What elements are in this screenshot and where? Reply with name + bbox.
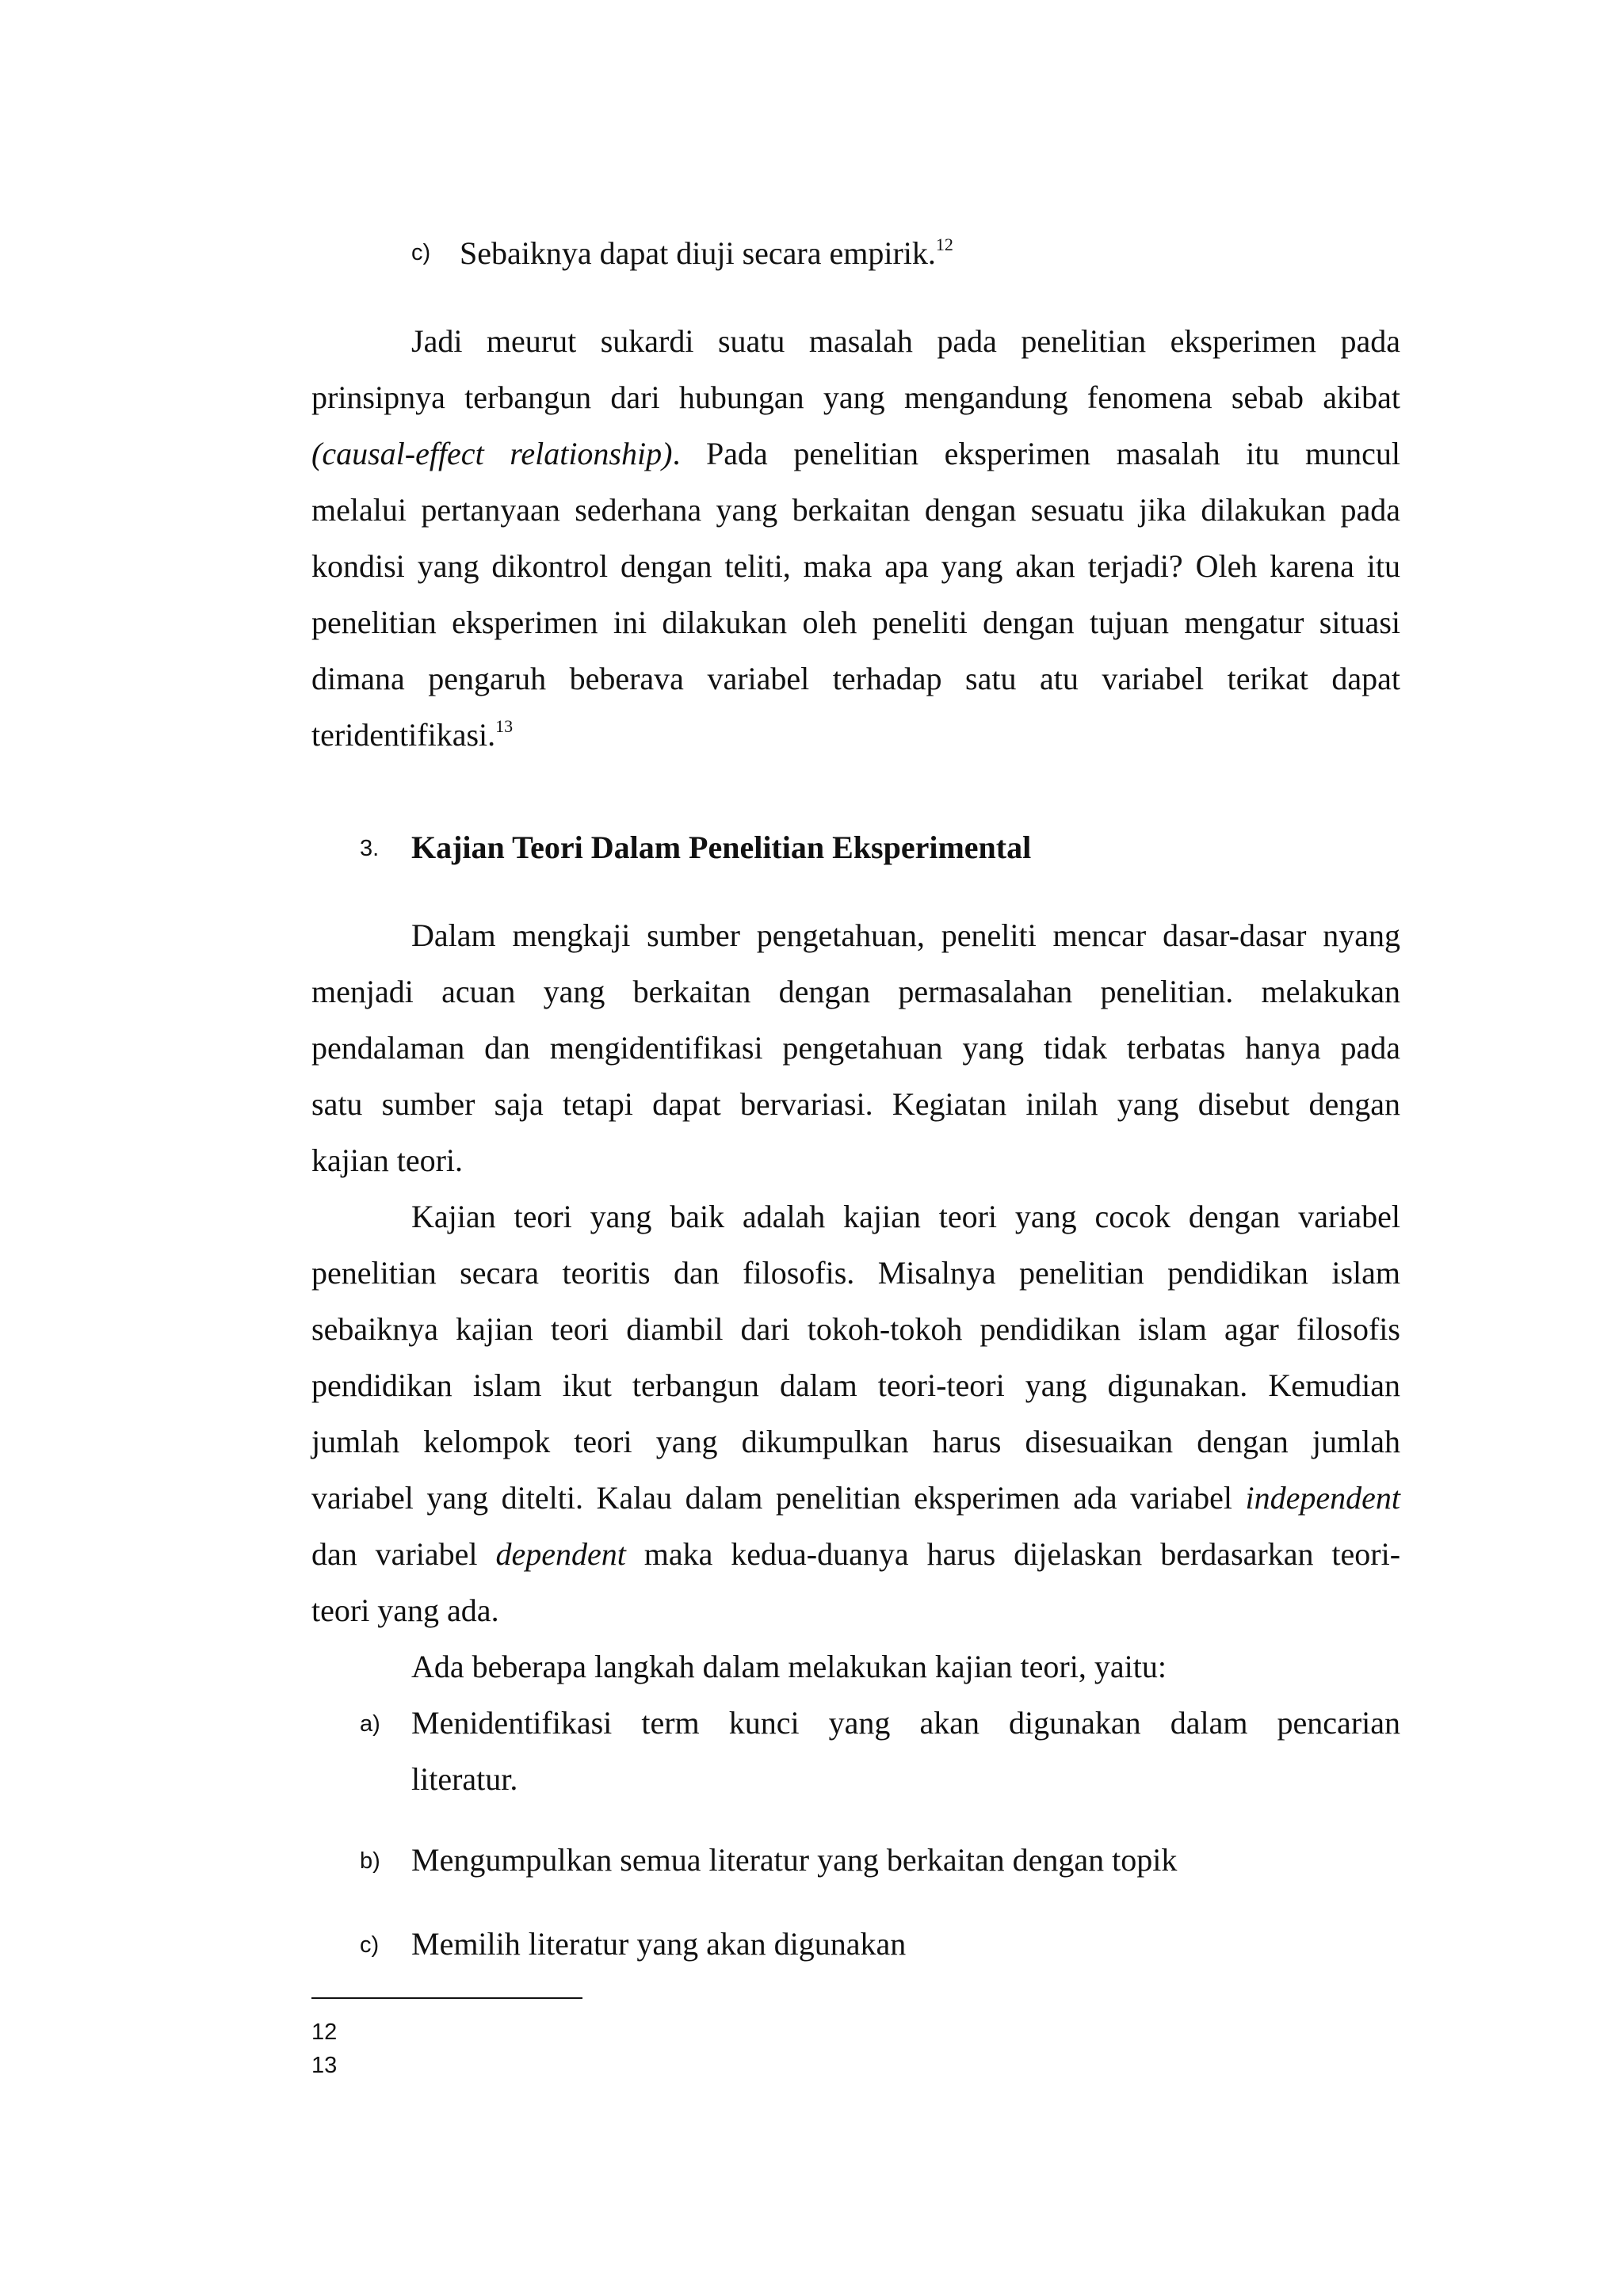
section-number: 3. — [360, 836, 380, 861]
footnote-13: 13 — [311, 2053, 338, 2078]
list-marker-b: b) — [360, 1848, 380, 1874]
paragraph-3-line-6 — [311, 1482, 1400, 1514]
step-a-line-2: literatur. — [411, 1761, 518, 1797]
paragraph-2-line-2: menjadi acuan yang berkaitan dengan permasalahan penelitian. melakukan — [311, 974, 1400, 1009]
list-marker-c: c) — [411, 240, 431, 265]
paragraph-1-line-7: dimana pengaruh beberava variabel terhadap satu atu variabel terikat dapat — [311, 661, 1400, 696]
italic-term-dependent: dependent — [495, 1536, 626, 1572]
list-item-text — [460, 235, 953, 271]
paragraph-4-line-1: Ada beberapa langkah dalam melakukan kajian teori, yaitu: — [411, 1649, 1167, 1684]
paragraph-3-line-5: jumlah kelompok teori yang dikumpulkan harus disesuaikan dengan jumlah — [311, 1424, 1400, 1459]
paragraph-2-line-4: satu sumber saja tetapi dapat bervariasi. Kegiatan inilah yang disebut dengan — [311, 1086, 1400, 1122]
footnote-ref-13: 13 — [495, 716, 514, 736]
paragraph-3-line-1: Kajian teori yang baik adalah kajian teori yang cocok dengan variabel — [411, 1199, 1400, 1234]
list-item-c-text: Sebaiknya dapat diuji secara empirik. — [460, 235, 936, 271]
paragraph-3-line-7-end: maka kedua-duanya harus dijelaskan berdasarkan teori- — [625, 1536, 1401, 1572]
paragraph-1-line-6: penelitian eksperimen ini dilakukan oleh peneliti dengan tujuan mengatur situasi — [311, 605, 1400, 640]
paragraph-3-line-7-start: dan variabel — [311, 1536, 496, 1572]
paragraph-3-line-6-text: variabel yang ditelti. Kalau dalam penelitian eksperimen ada variabel — [311, 1480, 1246, 1516]
paragraph-3-line-2: penelitian secara teoritis dan filosofis. Misalnya penelitian pendidikan islam — [311, 1255, 1400, 1291]
list-marker-a: a) — [360, 1711, 380, 1737]
paragraph-1-line-4: melalui pertanyaan sederhana yang berkaitan dengan sesuatu jika dilakukan pada — [311, 492, 1400, 528]
paragraph-1-line-5: kondisi yang dikontrol dengan teliti, maka apa yang akan terjadi? Oleh karena itu — [311, 548, 1400, 584]
paragraph-1-last-text: teridentifikasi. — [311, 717, 496, 753]
paragraph-1-line-1: Jadi meurut sukardi suatu masalah pada penelitian eksperimen pada — [411, 323, 1400, 359]
paragraph-3-line-8: teori yang ada. — [311, 1592, 499, 1628]
step-b-line-1: Mengumpulkan semua literatur yang berkaitan dengan topik — [411, 1842, 1178, 1878]
footnote-12: 12 — [311, 2019, 338, 2045]
list-marker-c-step: c) — [360, 1932, 380, 1958]
section-title: Kajian Teori Dalam Penelitian Eksperimental — [411, 830, 1032, 865]
paragraph-1-line-3 — [311, 438, 1400, 470]
paragraph-2-line-1: Dalam mengkaji sumber pengetahuan, peneliti mencar dasar-dasar nyang — [411, 917, 1400, 953]
italic-term-causal-effect: (causal-effect relationship) — [311, 436, 673, 471]
paragraph-1-line-3-rest: . Pada penelitian eksperimen masalah itu muncul — [672, 436, 1400, 471]
paragraph-2-line-5: kajian teori. — [311, 1142, 464, 1178]
footnote-separator — [311, 1997, 582, 1999]
paragraph-1-line-2: prinsipnya terbangun dari hubungan yang mengandung fenomena sebab akibat — [311, 379, 1400, 415]
paragraph-3-line-7 — [311, 1536, 1401, 1572]
paragraph-1-line-8 — [311, 716, 514, 753]
paragraph-3-line-4: pendidikan islam ikut terbangun dalam teori-teori yang digunakan. Kemudian — [311, 1367, 1400, 1403]
paragraph-2-line-3: pendalaman dan mengidentifikasi pengetahuan yang tidak terbatas hanya pada — [311, 1030, 1400, 1066]
paragraph-3-line-3: sebaiknya kajian teori diambil dari tokoh-tokoh pendidikan islam agar filosofis — [311, 1311, 1400, 1347]
italic-term-independent: independent — [1245, 1480, 1400, 1516]
footnote-ref-12: 12 — [935, 235, 953, 254]
step-c-line-1: Memilih literatur yang akan digunakan — [411, 1926, 907, 1962]
step-a-line-1: Menidentifikasi term kunci yang akan digunakan dalam pencarian — [411, 1705, 1400, 1741]
